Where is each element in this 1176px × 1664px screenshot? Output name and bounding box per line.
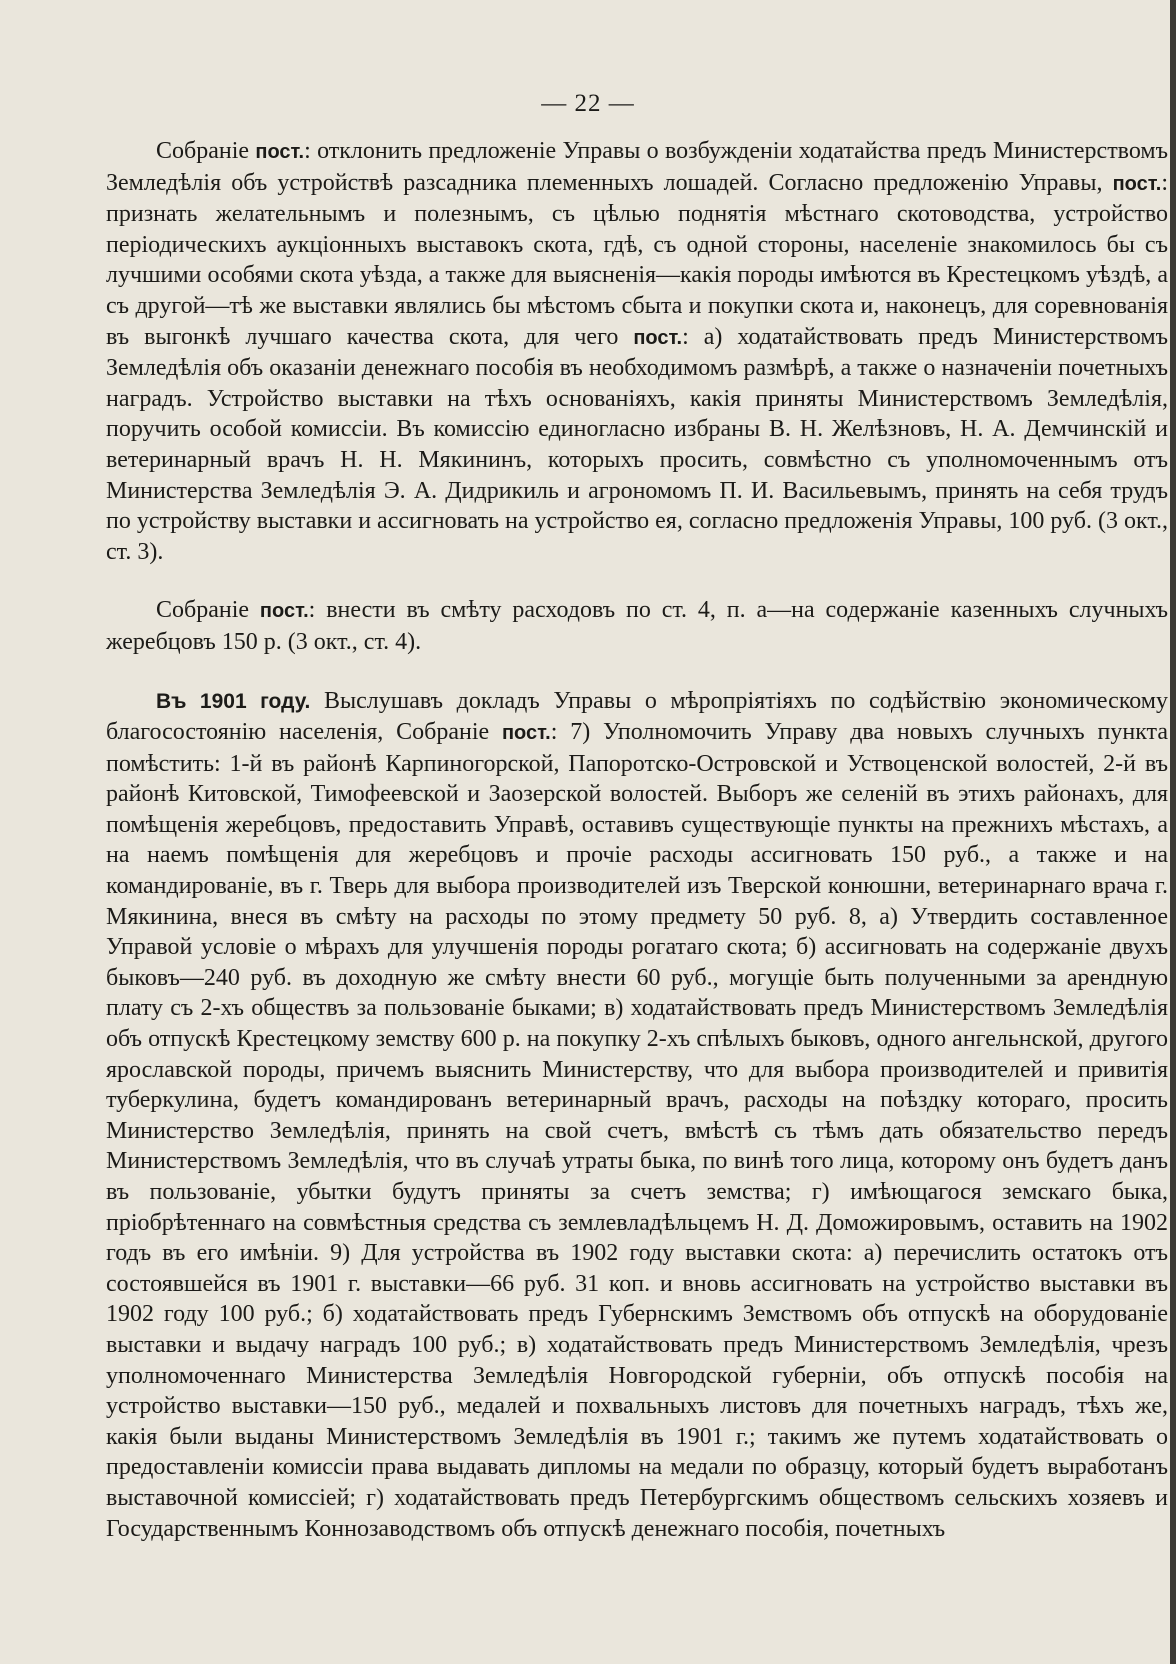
text-run: : отклонить предложеніе Управы о возбужденіи ходатайства предъ Министерствомъ Земледѣлія объ устройствѣ разсадника племенныхъ лошадей. Согласно предложенію Управы, (106, 138, 1168, 196)
text-run: : внести въ смѣту расходовъ по ст. 4, п. а—на содержаніе казенныхъ случныхъ жеребцовъ 150 р. (3 окт., ст. 4). (106, 597, 1168, 655)
text-run: : признать желательнымъ и полезнымъ, съ цѣлью поднятія мѣстнаго скотоводства, устройство періодическихъ аукціонныхъ выставокъ скота, гдѣ, съ одной стороны, населеніе знакомилось бы съ лучшими особями скота уѣзда, а также для выясненія—какія породы имѣются въ Крестецкомъ уѣздѣ, а съ другой—тѣ же выставки являлись бы мѣстомъ сбыта и покупки скота и, наконецъ, для соревнованія въ выгонкѣ лучшаго качества скота, для чего (106, 169, 1168, 350)
resolution-keyword: пост. (633, 326, 683, 349)
page-edge (1170, 0, 1176, 1664)
resolution-keyword: пост. (1112, 172, 1162, 195)
paragraph (106, 686, 1168, 1545)
body-text (106, 136, 1168, 1544)
text-run: : а) ходатайствовать предъ Министерствомъ Земледѣлія объ оказаніи денежнаго пособія въ необходимомъ размѣрѣ, а также о назначеніи почетныхъ наградъ. Устройство выставки на тѣхъ основаніяхъ, какія приняты Министерствомъ Земледѣлія, поручить особой комиссіи. Въ комиссію единогласно избраны В. Н. Желѣзновъ, Н. А. Демчинскій и ветеринарный врачъ Н. Н. Мякининъ, которыхъ просить, совмѣстно съ уполномоченнымъ отъ Министерства Земледѣлія Э. А. Дидрикиль и агрономомъ П. И. Васильевымъ, принять на себя трудъ по устройству выставки и ассигновать на устройство ея, согласно предложенія Управы, 100 руб. (3 окт., ст. 3). (106, 323, 1168, 565)
text-run: Собраніе (156, 597, 260, 624)
paragraph (106, 136, 1168, 567)
text-run: Выслушавъ докладъ Управы о мѣропріятіяхъ по содѣйствію экономическому благосостоянію населенія, Собраніе (106, 687, 1168, 746)
resolution-keyword: пост. (255, 141, 305, 163)
page-number: — 22 — (541, 90, 635, 117)
year-heading: Въ 1901 году. (156, 689, 311, 713)
resolution-keyword: пост. (501, 722, 551, 745)
resolution-keyword: пост. (259, 600, 309, 623)
text-run: : 7) Уполномочить Управу два новыхъ случныхъ пункта помѣстить: 1-й въ районѣ Карпиногорской, Папоротско-Островской и Уствоценской волостей, 2-й въ районѣ Китовской, Тимофеевской и Заозерской волостей. Выборъ же селеній въ этихъ районахъ, для помѣщенія жеребцовъ, предоставить Управѣ, оставивъ существующіе пункты на прежнихъ мѣстахъ, а на наемъ помѣщенія для жеребцовъ и прочіе расходы ассигновать 150 руб., а также и на командированіе, въ г. Тверь для выбора производителей изъ Тверской конюшни, ветеринарнаго врача г. Мякинина, внеся въ смѣту на расходы по этому предмету 50 руб. 8, а) Утвердить составленное Управой условіе о мѣрахъ для улучшенія породы рогатаго скота; б) ассигновать на содержаніе двухъ быковъ—240 руб. въ доходную же смѣту внести 60 руб., могущіе быть полученными за арендную плату съ 2-хъ обществъ за пользованіе быками; в) ходатайствовать предъ Министерствомъ Земледѣлія объ отпускѣ Крестецкому земству 600 р. на покупку 2-хъ спѣлыхъ быковъ, одного ангельнской, другого ярославской породы, причемъ выяснить Министерству, что для выбора производителей и привитія туберкулина, будетъ командированъ ветеринарный врачъ, расходы на поѣздку котораго, просить Министерство Земледѣлія, принять на свой счетъ, вмѣстѣ съ тѣмъ дать обязательство передъ Министерствомъ Земледѣлія, что въ случаѣ утраты быка, по винѣ того лица, которому онъ будетъ данъ въ пользованіе, убытки будутъ приняты за счетъ земства; г) имѣющагося земскаго быка, пріобрѣтеннаго на совмѣстныя средства съ землевладѣльцемъ Н. Д. Доможировымъ, оставить на 1902 годъ въ его имѣніи. 9) Для устройства въ 1902 году выставки скота: а) перечислить остатокъ отъ состоявшейся въ 1901 г. выставки—66 руб. 31 коп. и вновь ассигновать на устройство выставки въ 1902 году 100 руб.; б) ходатайствовать предъ Губернскимъ Земствомъ объ отпускѣ на оборудованіе выставки и выдачу наградъ 100 руб.; в) ходатайствовать предъ Министерствомъ Земледѣлія, чрезъ уполномоченнаго Министерства Земледѣлія Новгородской губерніи, объ отпускѣ пособія на устройство выставки—150 руб., медалей и похвальныхъ листовъ для почетныхъ наградъ, тѣхъ же, какія были выданы Министерствомъ Земледѣлія въ 1901 г.; такимъ же путемъ ходатайствовать о предоставленіи комиссіи права выдавать дипломы на медали по образцу, который будетъ выработанъ выставочной комиссіей; г) ходатайствовать предъ Петербургскимъ обществомъ сельскихъ хозяевъ и Государственнымъ Коннозаводствомъ объ отпускѣ денежнаго пособія, почетныхъ (106, 719, 1168, 1542)
paragraph (106, 595, 1168, 657)
text-run: Собраніе (156, 138, 256, 164)
